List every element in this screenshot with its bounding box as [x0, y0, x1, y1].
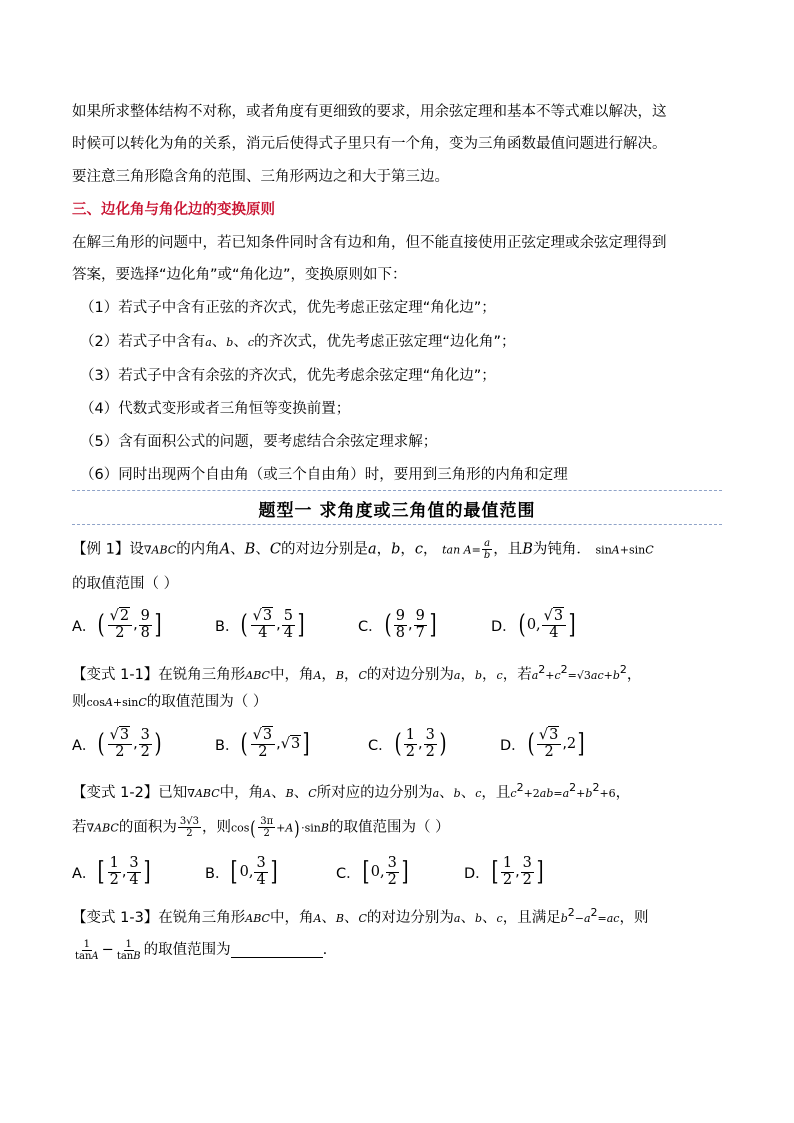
principle-line-1: 在解三角形的问题中，若已知条件同时含有边和角，但不能直接使用正弦定理或余弦定理得到: [72, 235, 667, 251]
section-title: 题型一 求角度或三角值的最值范围: [258, 501, 536, 521]
variant-1-2-stem-2: 若∇ABC的面积为 $\frac{3√3}{2}$ ，则cos( $\frac{3\pi}{2}$ +A)·sinB的取值范围为（ ）: [72, 815, 450, 840]
intro-line-2: 时候可以转化为角的关系，消元后使得式子里只有一个角，变为三角函数最值问题进行解决。: [72, 136, 667, 152]
variant-1-3-tag: 【变式 1-3】: [72, 909, 159, 926]
separator-bottom: [72, 524, 722, 525]
separator-top: [72, 490, 722, 491]
intro-line-1: 如果所求整体结构不对称，或者角度有更细致的要求，用余弦定理和基本不等式难以解决，这: [72, 104, 667, 120]
rule-1: （1）若式子中含有正弦的齐次式，优先考虑正弦定理“角化边”；: [80, 300, 496, 316]
variant-1-2-tag: 【变式 1-2】: [72, 784, 159, 801]
variant-1-1-option-a[interactable]: A． ( $\frac{√3}{2}$ , $\frac{3}{2}$ ): [72, 726, 162, 760]
example-1-option-b[interactable]: B． ( $\frac{√3}{4}$ , $\frac{5}{4}$ ]: [215, 607, 305, 641]
variant-1-1-tag: 【变式 1-1】: [72, 666, 159, 683]
intro-line-3: 要注意三角形隐含角的范围、三角形两边之和大于第三边。: [72, 169, 449, 185]
rule-4: （4）代数式变形或者三角恒等变换前置；: [80, 401, 351, 417]
variant-1-1-option-b[interactable]: B． ( $\frac{√3}{2}$ , √3 ]: [215, 726, 310, 760]
example-1-tag: 【例 1】: [72, 541, 130, 558]
variant-1-1-option-d[interactable]: D． ( $\frac{√3}{2}$ , 2 ]: [500, 726, 585, 760]
rule-6: （6）同时出现两个自由角（或三个自由角）时，要用到三角形的内角和定理: [80, 467, 568, 483]
variant-1-1-stem: 【变式 1-1】在锐角三角形ABC中，角A，B，C的对边分别为a，b，c，若$a^2+c^2=√3ac+b^2$，: [72, 663, 642, 683]
rule-2-vars: a: [205, 336, 212, 349]
example-1-stem: 【例 1】设∇ABC的内角A、B、C的对边分别是a，b，c， tan A= $\frac{a}{b}$ ，且B为钝角． sinA+sinC: [72, 538, 654, 561]
variant-1-2-option-a[interactable]: A． [ $\frac{1}{2}$ , $\frac{3}{4}$ ]: [72, 854, 151, 888]
variant-1-2-option-b[interactable]: B． [ 0, $\frac{3}{4}$ ]: [205, 854, 278, 888]
rule-2-tail: 的齐次式，优先考虑正弦定理“边化角”；: [254, 334, 516, 350]
example-1-option-a[interactable]: A． ( $\frac{√2}{2}$ , $\frac{9}{8}$ ]: [72, 607, 162, 641]
variant-1-2-option-d[interactable]: D． [ $\frac{1}{2}$ , $\frac{3}{2}$ ]: [464, 854, 544, 888]
variant-1-3-stem: 【变式 1-3】在锐角三角形ABC中，角A、B、C的对边分别为a、b、c，且满足$b^2-a^2=ac$，则: [72, 906, 649, 926]
example-1-stem-2: 的取值范围（ ）: [72, 576, 179, 592]
variant-1-2-stem: 【变式 1-2】已知∇ABC中，角A、B、C所对应的边分别为a、b、c，且$c^2+2ab=a^2+b^2+6$，: [72, 781, 631, 801]
section-heading-3: 三、边化角与角化边的变换原则: [72, 202, 275, 218]
variant-1-1-stem-2: 则cosA+sinC的取值范围为（ ）: [72, 694, 268, 710]
rule-2: （2）若式子中含有a、b、c的齐次式，优先考虑正弦定理“边化角”；: [80, 334, 516, 350]
example-1-option-d[interactable]: D． ( 0, $\frac{√3}{4}$ ]: [491, 607, 576, 641]
variant-1-3-stem-2: $\frac{1}{\tan A}$ − $\frac{1}{\tan B}$ 的取值范围为 .: [75, 938, 328, 962]
rule-3: （3）若式子中含有余弦的齐次式，优先考虑余弦定理“角化边”；: [80, 368, 496, 384]
variant-1-2-option-c[interactable]: C． [ 0, $\frac{3}{2}$ ]: [336, 854, 409, 888]
example-1-option-c[interactable]: C． ( $\frac{9}{8}$ , $\frac{9}{7}$ ]: [358, 607, 437, 641]
answer-blank[interactable]: [231, 943, 323, 958]
rule-2-head: （2）若式子中含有: [80, 334, 206, 350]
principle-line-2: 答案，要选择“边化角”或“角化边”，变换原则如下：: [72, 267, 407, 283]
rule-5: （5）含有面积公式的问题，要考虑结合余弦定理求解；: [80, 434, 438, 450]
variant-1-1-option-c[interactable]: C． ( $\frac{1}{2}$ , $\frac{3}{2}$ ): [368, 726, 447, 760]
